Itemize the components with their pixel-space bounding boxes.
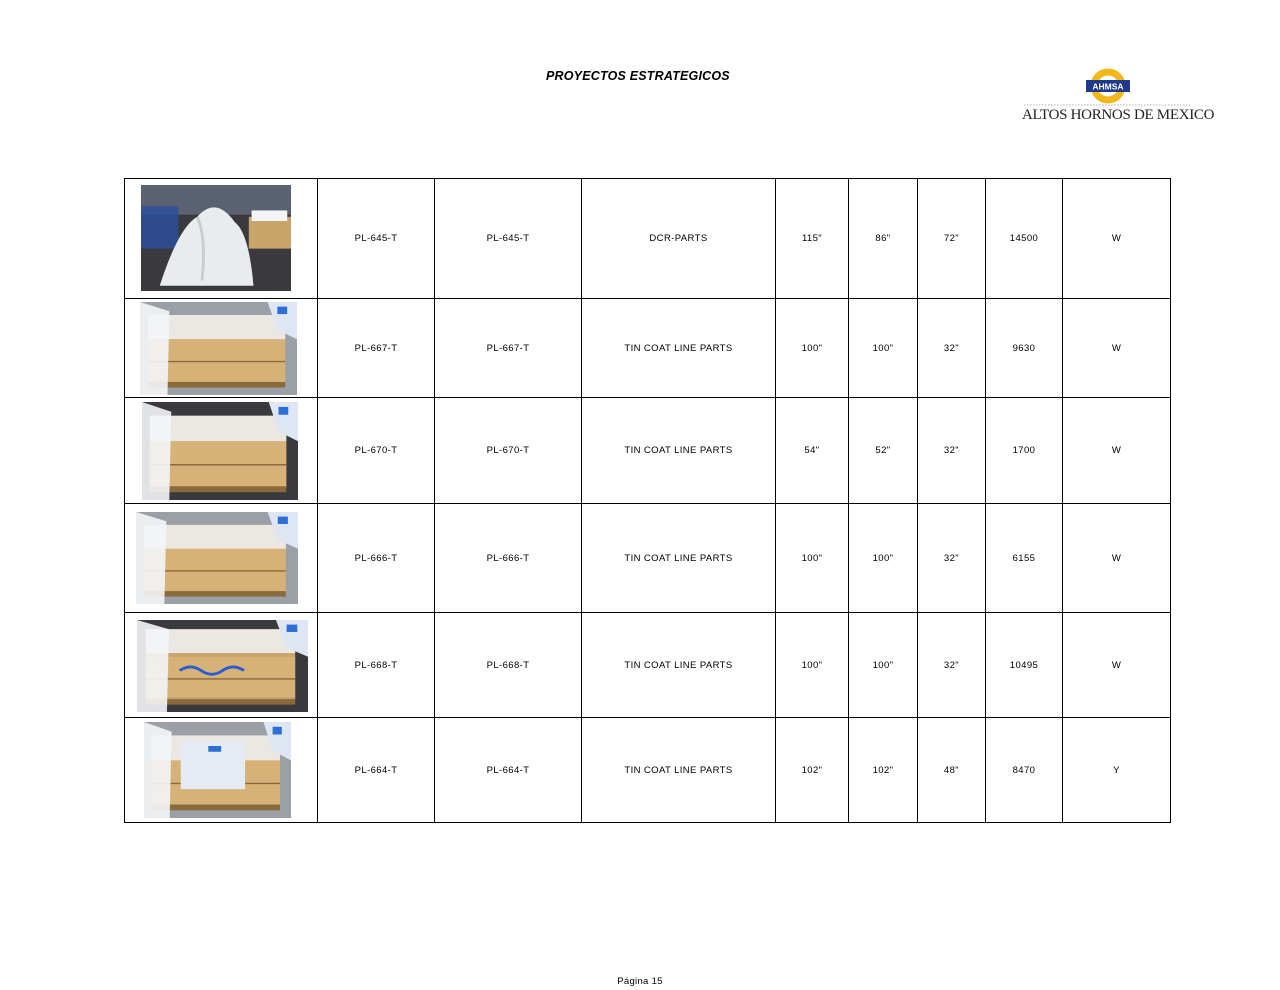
photo-wrapped-crate xyxy=(142,402,298,500)
part-code-cell-2: PL-668-T xyxy=(435,613,582,718)
width-cell: 100" xyxy=(849,299,918,398)
weight-cell: 10495 xyxy=(986,613,1063,718)
table-row xyxy=(125,718,1171,823)
photo-wrapped-crate xyxy=(136,512,298,604)
height-cell: 32" xyxy=(918,613,986,718)
height-cell: 32" xyxy=(918,398,986,504)
height-cell: 32" xyxy=(918,299,986,398)
length-cell: 100" xyxy=(776,613,849,718)
width-cell: 52" xyxy=(849,398,918,504)
description-cell: TIN COAT LINE PARTS xyxy=(582,299,776,398)
table-row xyxy=(125,179,1171,299)
table-row xyxy=(125,504,1171,613)
description-cell: DCR-PARTS xyxy=(582,179,776,299)
ahmsa-logo-icon xyxy=(1022,66,1192,106)
logo-company-name: ALTOS HORNOS DE MEXICO xyxy=(1022,107,1215,123)
photo-cell xyxy=(125,398,318,504)
description-cell: TIN COAT LINE PARTS xyxy=(582,718,776,823)
description-cell: TIN COAT LINE PARTS xyxy=(582,504,776,613)
page-number: Página 15 xyxy=(617,976,663,987)
part-code-cell: PL-670-T xyxy=(318,398,435,504)
part-code-cell-2: PL-670-T xyxy=(435,398,582,504)
company-logo xyxy=(1022,66,1215,128)
weight-cell: 14500 xyxy=(986,179,1063,299)
type-cell: W xyxy=(1063,179,1171,299)
table-row xyxy=(125,299,1171,398)
type-cell: W xyxy=(1063,504,1171,613)
logo-badge-text: AHMSA xyxy=(1092,81,1124,92)
part-code-cell: PL-645-T xyxy=(318,179,435,299)
width-cell: 102" xyxy=(849,718,918,823)
length-cell: 100" xyxy=(776,504,849,613)
type-cell: W xyxy=(1063,299,1171,398)
photo-cell xyxy=(125,718,318,823)
photo-cell xyxy=(125,299,318,398)
description-cell: TIN COAT LINE PARTS xyxy=(582,613,776,718)
part-code-cell-2: PL-667-T xyxy=(435,299,582,398)
width-cell: 100" xyxy=(849,504,918,613)
table-row xyxy=(125,613,1171,718)
weight-cell: 8470 xyxy=(986,718,1063,823)
weight-cell: 1700 xyxy=(986,398,1063,504)
part-code-cell-2: PL-664-T xyxy=(435,718,582,823)
weight-cell: 6155 xyxy=(986,504,1063,613)
photo-cell xyxy=(125,504,318,613)
part-code-cell: PL-666-T xyxy=(318,504,435,613)
width-cell: 86" xyxy=(849,179,918,299)
type-cell: W xyxy=(1063,398,1171,504)
photo-wrapped-equipment xyxy=(141,185,291,291)
length-cell: 54" xyxy=(776,398,849,504)
photo-wrapped-crate xyxy=(137,620,308,712)
length-cell: 100" xyxy=(776,299,849,398)
height-cell: 72" xyxy=(918,179,986,299)
photo-cell xyxy=(125,179,318,299)
type-cell: W xyxy=(1063,613,1171,718)
page-title: PROYECTOS ESTRATEGICOS xyxy=(546,69,730,83)
height-cell: 32" xyxy=(918,504,986,613)
table-row xyxy=(125,398,1171,504)
photo-cell xyxy=(125,613,318,718)
description-cell: TIN COAT LINE PARTS xyxy=(582,398,776,504)
part-code-cell: PL-664-T xyxy=(318,718,435,823)
part-code-cell-2: PL-645-T xyxy=(435,179,582,299)
photo-wrapped-crate xyxy=(140,302,297,395)
part-code-cell: PL-667-T xyxy=(318,299,435,398)
part-code-cell-2: PL-666-T xyxy=(435,504,582,613)
length-cell: 102" xyxy=(776,718,849,823)
part-code-cell: PL-668-T xyxy=(318,613,435,718)
photo-wrapped-crate xyxy=(144,722,291,818)
type-cell: Y xyxy=(1063,718,1171,823)
length-cell: 115" xyxy=(776,179,849,299)
width-cell: 100" xyxy=(849,613,918,718)
height-cell: 48" xyxy=(918,718,986,823)
parts-table xyxy=(124,178,1171,823)
weight-cell: 9630 xyxy=(986,299,1063,398)
